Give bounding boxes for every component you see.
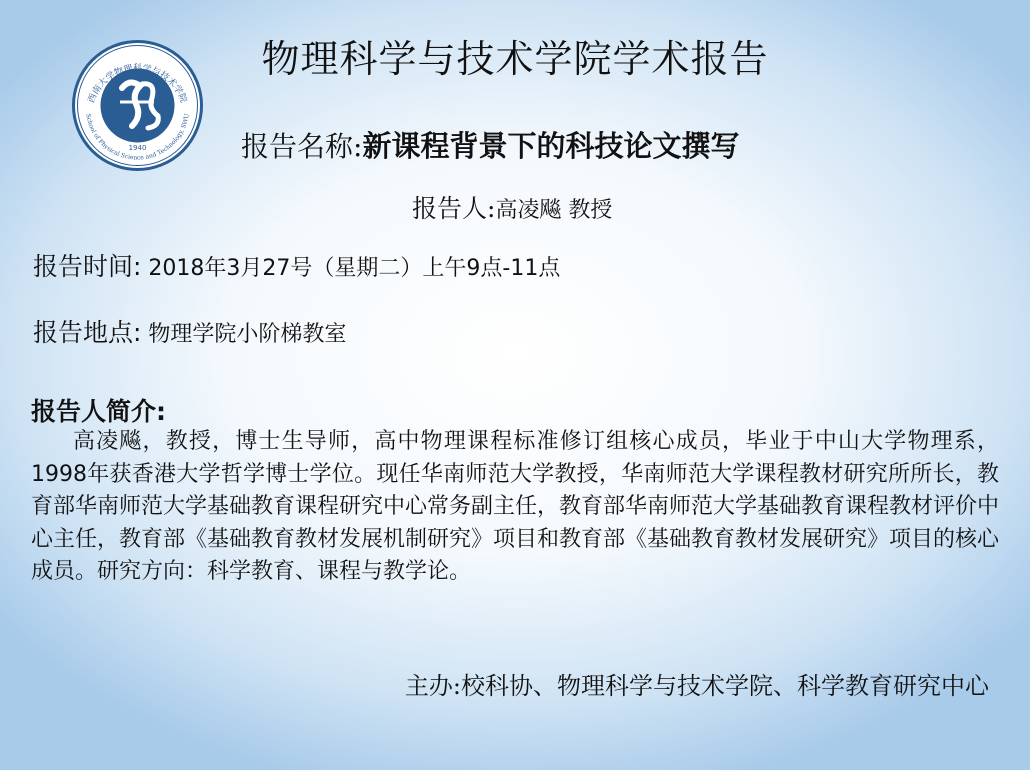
place-value: 物理学院小阶梯教室 <box>141 322 347 347</box>
place-label: 报告地点: <box>33 318 142 347</box>
bio-heading: 报告人简介: <box>31 397 166 426</box>
speaker-line <box>412 189 612 225</box>
talk-title-line <box>241 124 739 165</box>
time-label: 报告时间: <box>33 252 142 281</box>
page-title: 物理科学与技术学院学术报告 <box>261 37 769 81</box>
talk-title-value: 新课程背景下的科技论文撰写 <box>362 129 740 163</box>
host-line <box>405 666 989 701</box>
seal-bottom-text: School of Physical Science and Technology, SWU <box>84 113 191 162</box>
host-value: 校科协、物理科学与技术学院、科学教育研究中心 <box>461 672 989 700</box>
seal-top-text: 西南大学物理科学与技术学院 <box>86 63 189 105</box>
place-line <box>33 313 346 349</box>
bio-paragraph: 高凌飚，教授，博士生导师，高中物理课程标准修订组核心成员，毕业于中山大学物理系，1998年获香港大学哲学博士学位。现任华南师范大学教授，华南师范大学课程教材研究所所长，教育部华南师范大学基础教育课程研究中心常务副主任，教育部华南师范大学基础教育课程教材评价中心主任，教育部《基础教育教材发展机制研究》项目和教育部《基础教育教材发展研究》项目的核心成员。研究方向：科学教育、课程与教学论。 <box>31 429 1000 584</box>
speaker-value: 高凌飚 教授 <box>495 198 613 223</box>
speaker-label: 报告人: <box>412 194 496 223</box>
seal-year: 1940 <box>128 144 147 152</box>
talk-title-label: 报告名称: <box>241 130 363 163</box>
time-line <box>33 247 560 283</box>
time-value: 2018年3月27号（星期二）上午9点-11点 <box>141 256 561 281</box>
host-label: 主办: <box>404 672 461 700</box>
